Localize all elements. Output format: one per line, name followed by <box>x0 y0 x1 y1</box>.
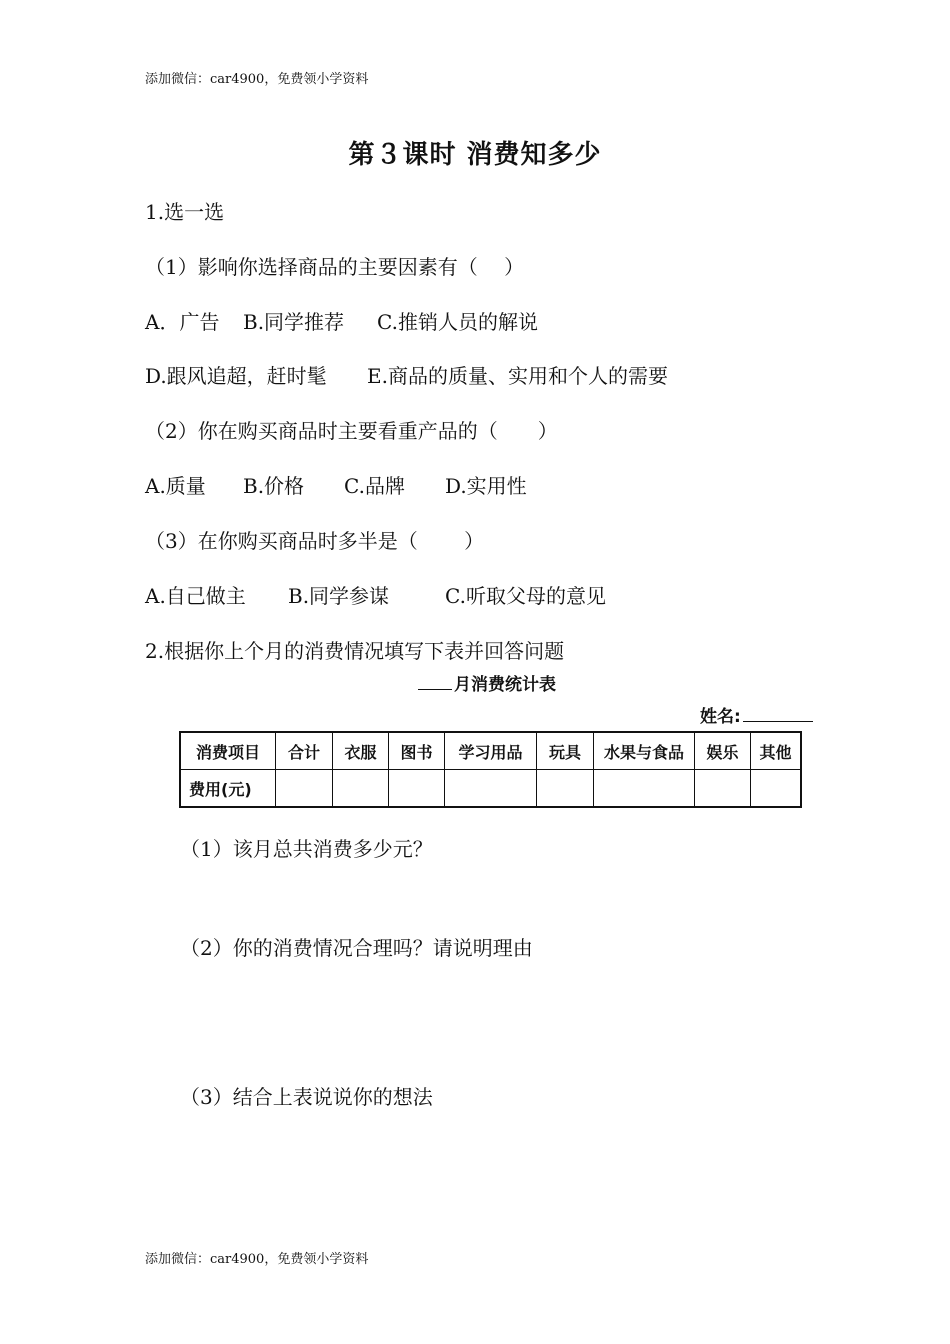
table-cell-cost-entertainment[interactable] <box>695 770 751 808</box>
month-blank <box>418 675 452 690</box>
table-cell-books: 图书 <box>389 732 445 770</box>
q1-options-line2 <box>145 360 668 389</box>
q3-option-c: C.听取父母的意见 <box>445 584 606 608</box>
q1-option-b: B.同学推荐 <box>243 310 345 334</box>
table-cell-cost-total[interactable] <box>276 770 333 808</box>
table-title <box>418 670 556 695</box>
table-cell-cost-label: 费用(元) <box>180 770 276 808</box>
table-cell-cost-clothes[interactable] <box>333 770 389 808</box>
table-cell-entertainment: 娱乐 <box>695 732 751 770</box>
table-cell-other: 其他 <box>751 732 802 770</box>
q3-options <box>145 580 606 609</box>
table-cell-total: 合计 <box>276 732 333 770</box>
q2-option-b: B.价格 <box>243 474 305 498</box>
q1-option-a: A．广告 <box>145 310 220 334</box>
q2-options <box>145 470 527 499</box>
q1-options-line1 <box>145 306 538 335</box>
table-cell-clothes: 衣服 <box>333 732 389 770</box>
name-field <box>700 702 813 727</box>
q1-option-e: E.商品的质量、实用和个人的需要 <box>367 364 668 388</box>
table-cell-cost-other[interactable] <box>751 770 802 808</box>
name-blank <box>743 707 813 722</box>
q1-option-c: C.推销人员的解说 <box>377 310 538 334</box>
q1-option-d: D.跟风追超，赶时髦 <box>145 364 327 388</box>
section2-question-2: （2）你的消费情况合理吗？请说明理由 <box>180 936 533 960</box>
section2-question-3: （3）结合上表说说你的想法 <box>180 1085 433 1109</box>
table-cell-fruit-food: 水果与食品 <box>594 732 695 770</box>
table-cell-item: 消费项目 <box>180 732 276 770</box>
q3-option-a: A.自己做主 <box>145 584 246 608</box>
q2-option-c: C.品牌 <box>344 474 405 498</box>
q2-option-a: A.质量 <box>145 474 206 498</box>
section2-question-1: （1）该月总共消费多少元？ <box>180 837 433 861</box>
table-cost-row <box>180 770 801 808</box>
table-cell-toys: 玩具 <box>537 732 594 770</box>
page-title: 第３课时 消费知多少 <box>348 140 602 170</box>
q2-option-d: D.实用性 <box>445 474 527 498</box>
q3-stem: （3）在你购买商品时多半是（ ） <box>145 529 485 553</box>
q3-option-b: B.同学参谋 <box>288 584 390 608</box>
table-cell-stationery: 学习用品 <box>445 732 537 770</box>
header-note: 添加微信：car4900，免费领小学资料 <box>145 72 369 87</box>
table-header-row <box>180 732 801 770</box>
spending-table <box>179 731 802 808</box>
section1-heading: 1.选一选 <box>145 200 225 224</box>
section2-heading: 2.根据你上个月的消费情况填写下表并回答问题 <box>145 639 565 663</box>
table-cell-cost-fruit-food[interactable] <box>594 770 695 808</box>
name-label-text: 姓名: <box>700 707 741 727</box>
q2-stem: （2）你在购买商品时主要看重产品的（ ） <box>145 419 558 443</box>
q1-stem: （1）影响你选择商品的主要因素有（ ） <box>145 255 525 279</box>
table-cell-cost-toys[interactable] <box>537 770 594 808</box>
table-title-text: 月消费统计表 <box>454 675 556 695</box>
table-cell-cost-stationery[interactable] <box>445 770 537 808</box>
table-cell-cost-books[interactable] <box>389 770 445 808</box>
footer-note: 添加微信：car4900，免费领小学资料 <box>145 1252 369 1267</box>
